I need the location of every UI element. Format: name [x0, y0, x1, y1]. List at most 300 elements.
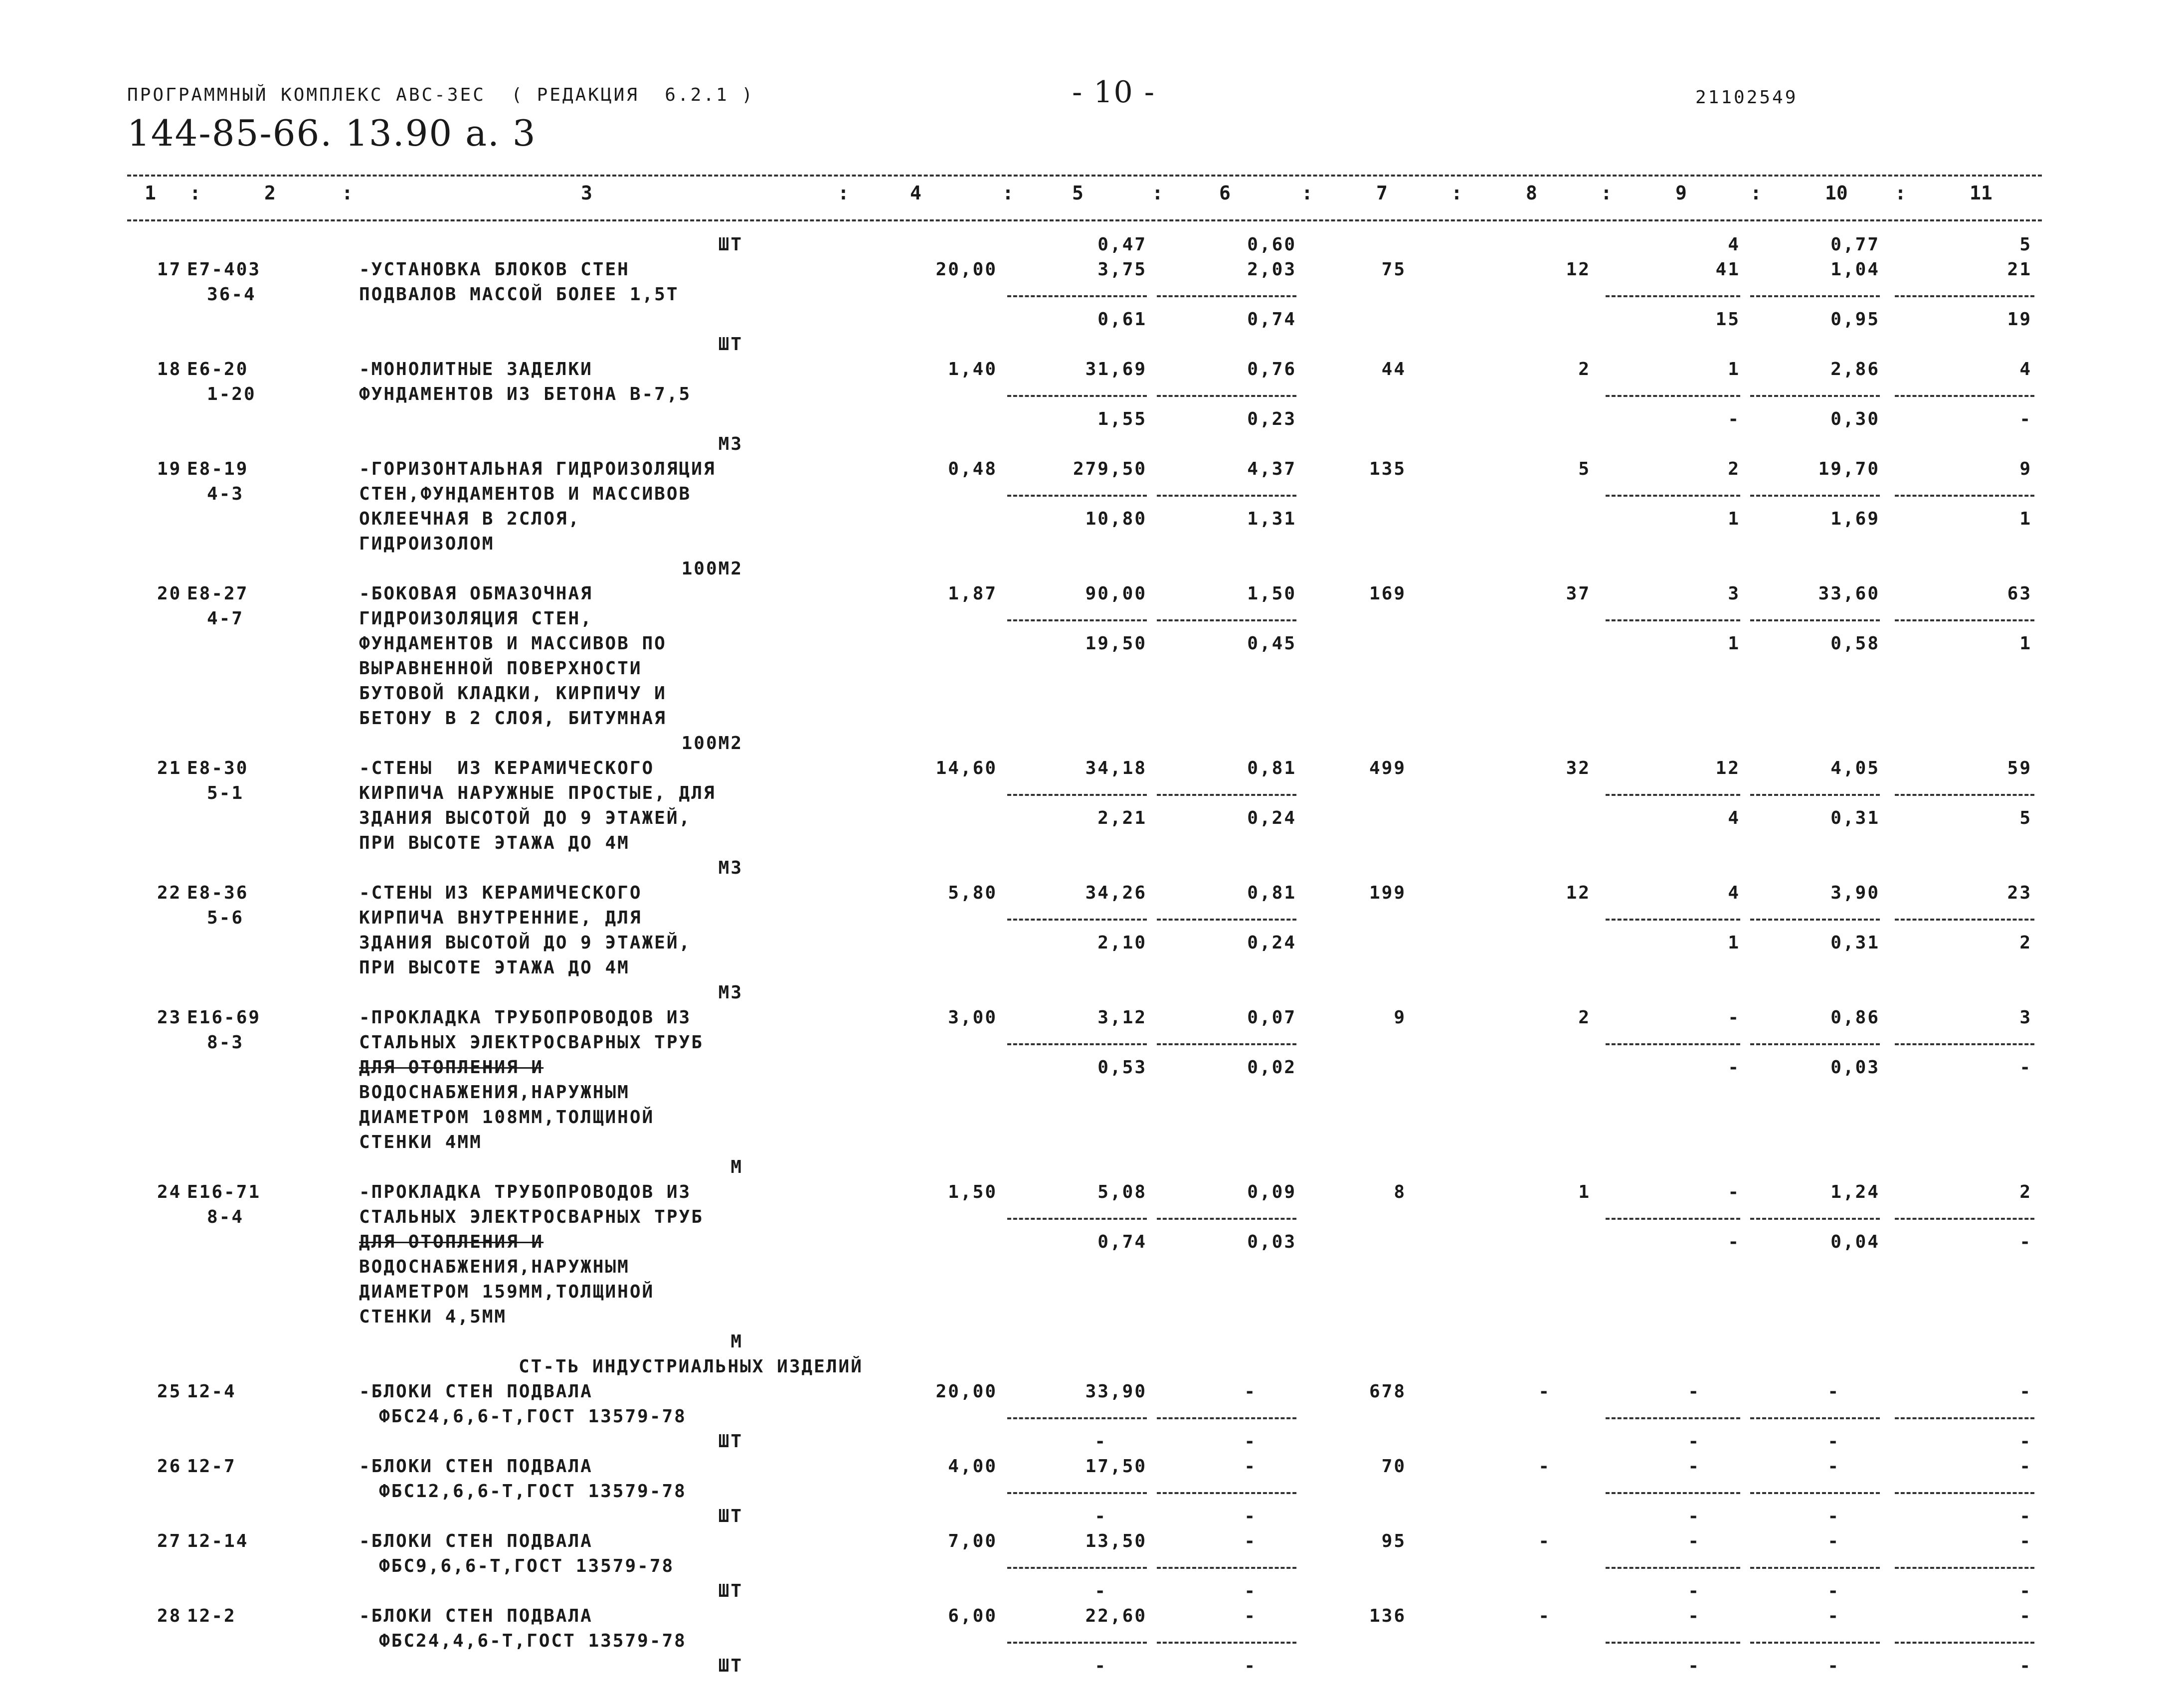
- value-cell: 2: [2019, 1182, 2032, 1202]
- value-divider: [1157, 295, 1296, 297]
- value-cell: -: [1244, 1431, 1257, 1452]
- work-description: -БОКОВАЯ ОБМАЗОЧНАЯ: [359, 583, 593, 604]
- value-cell: 2,10: [1097, 933, 1147, 953]
- value-divider: [1157, 1218, 1296, 1220]
- work-description: -МОНОЛИТНЫЕ ЗАДЕЛКИ: [359, 359, 593, 380]
- work-description: -ПРОКЛАДКА ТРУБОПРОВОДОВ ИЗ: [359, 1007, 692, 1028]
- value-divider: [1157, 919, 1296, 921]
- quantity-cell: 7,00: [948, 1531, 997, 1551]
- row-subcode: 8-3: [207, 1032, 244, 1053]
- value-cell: 9: [2019, 459, 2032, 479]
- row-number: 23: [157, 1007, 182, 1028]
- value-cell: 5: [2019, 234, 2032, 255]
- row-code: 12-7: [187, 1456, 236, 1477]
- value-cell: -: [2019, 1057, 2032, 1078]
- value-cell: -: [2019, 1581, 2032, 1601]
- value-divider: [1007, 794, 1147, 796]
- column-sep: :: [189, 182, 201, 204]
- value-divider: [1895, 1043, 2034, 1045]
- value-cell: 34,26: [1085, 883, 1147, 903]
- value-divider: [1007, 1218, 1147, 1220]
- value-cell: 0,86: [1830, 1007, 1880, 1028]
- unit-label: ШТ: [718, 1506, 743, 1526]
- row-code: Е16-71: [187, 1182, 261, 1202]
- unit-label: ШТ: [718, 334, 743, 355]
- value-cell: 0,02: [1247, 1057, 1296, 1078]
- value-cell: -: [1728, 1007, 1740, 1028]
- work-description: -БЛОКИ СТЕН ПОДВАЛА: [359, 1531, 593, 1551]
- value-divider: [1007, 1642, 1147, 1644]
- work-description: -ГОРИЗОНТАЛЬНАЯ ГИДРОИЗОЛЯЦИЯ: [359, 459, 716, 479]
- value-cell: -: [1728, 409, 1740, 429]
- column-header-10: 10: [1825, 182, 1848, 204]
- row-code: Е8-36: [187, 883, 249, 903]
- value-divider: [1606, 919, 1740, 921]
- value-cell: 0,60: [1247, 234, 1296, 255]
- row-subcode: 5-6: [207, 908, 244, 928]
- value-cell: 23: [2007, 883, 2032, 903]
- value-divider: [1750, 395, 1880, 397]
- value-divider: [1895, 619, 2034, 621]
- value-cell: -: [2019, 1506, 2032, 1526]
- value-cell: 33,60: [1818, 583, 1880, 604]
- row-code: Е16-69: [187, 1007, 261, 1028]
- value-cell: 5: [2019, 808, 2032, 828]
- value-divider: [1606, 1567, 1740, 1569]
- work-description: СТЕН,ФУНДАМЕНТОВ И МАССИВОВ: [359, 484, 692, 504]
- work-description: -БЛОКИ СТЕН ПОДВАЛА: [359, 1381, 593, 1402]
- value-cell: 0,03: [1247, 1232, 1296, 1252]
- unit-label: М: [730, 1157, 743, 1177]
- value-cell: 2: [1578, 1007, 1591, 1028]
- column-header-11: 11: [1970, 182, 1993, 204]
- row-number: 19: [157, 459, 182, 479]
- work-description: ФУНДАМЕНТОВ ИЗ БЕТОНА В-7,5: [359, 384, 692, 404]
- column-sep: :: [1750, 182, 1762, 204]
- value-cell: 3: [2019, 1007, 2032, 1028]
- column-header-1: 1: [145, 182, 156, 204]
- work-description: КИРПИЧА ВНУТРЕННИЕ, ДЛЯ: [359, 908, 642, 928]
- value-cell: 1: [1728, 509, 1740, 529]
- row-number: 27: [157, 1531, 182, 1551]
- unit-label: М3: [718, 434, 743, 454]
- value-cell: 1,69: [1830, 509, 1880, 529]
- value-divider: [1750, 619, 1880, 621]
- value-cell: 0,58: [1830, 633, 1880, 654]
- value-cell: 17,50: [1085, 1456, 1147, 1477]
- value-cell: 31,69: [1085, 359, 1147, 380]
- work-description: ДИАМЕТРОМ 108ММ,ТОЛЩИНОЙ: [359, 1107, 655, 1128]
- unit-label: М: [730, 1331, 743, 1352]
- work-description: -СТЕНЫ ИЗ КЕРАМИЧЕСКОГО: [359, 883, 642, 903]
- value-cell: 4,05: [1830, 758, 1880, 778]
- value-cell: -: [2019, 1456, 2032, 1477]
- value-cell: -: [1538, 1606, 1551, 1626]
- quantity-cell: 1,87: [948, 583, 997, 604]
- value-cell: 136: [1369, 1606, 1406, 1626]
- value-cell: 0,95: [1830, 309, 1880, 330]
- value-cell: 0,31: [1830, 808, 1880, 828]
- value-cell: 95: [1381, 1531, 1406, 1551]
- value-cell: 0,81: [1247, 758, 1296, 778]
- value-cell: 4: [2019, 359, 2032, 380]
- value-cell: -: [1688, 1506, 1700, 1526]
- unit-label: ШТ: [718, 234, 743, 255]
- value-cell: 1,55: [1097, 409, 1147, 429]
- value-cell: 0,07: [1247, 1007, 1296, 1028]
- value-divider: [1895, 794, 2034, 796]
- work-description: -БЛОКИ СТЕН ПОДВАЛА: [359, 1606, 593, 1626]
- value-cell: 1,31: [1247, 509, 1296, 529]
- value-divider: [1157, 395, 1296, 397]
- unit-label: М3: [718, 858, 743, 878]
- value-cell: 2,21: [1097, 808, 1147, 828]
- value-cell: 44: [1381, 359, 1406, 380]
- value-cell: 10,80: [1085, 509, 1147, 529]
- value-cell: -: [1094, 1431, 1107, 1452]
- value-cell: -: [1688, 1656, 1700, 1676]
- work-description: ФБС9,6,6-Т,ГОСТ 13579-78: [379, 1556, 675, 1576]
- value-cell: 0,24: [1247, 808, 1296, 828]
- value-cell: 0,23: [1247, 409, 1296, 429]
- value-divider: [1606, 794, 1740, 796]
- value-cell: 13,50: [1085, 1531, 1147, 1551]
- header-rule-top: [127, 175, 2042, 177]
- value-divider: [1750, 1417, 1880, 1419]
- row-code: Е8-30: [187, 758, 249, 778]
- value-divider: [1606, 619, 1740, 621]
- work-description: ПРИ ВЫСОТЕ ЭТАЖА ДО 4М: [359, 833, 630, 853]
- value-cell: -: [1688, 1531, 1700, 1551]
- row-code: Е8-27: [187, 583, 249, 604]
- column-header-7: 7: [1376, 182, 1388, 204]
- work-description: -ПРОКЛАДКА ТРУБОПРОВОДОВ ИЗ: [359, 1182, 692, 1202]
- row-subcode: 4-7: [207, 608, 244, 629]
- unit-label: М3: [718, 982, 743, 1003]
- value-cell: -: [1094, 1656, 1107, 1676]
- value-divider: [1606, 395, 1740, 397]
- value-divider: [1606, 1417, 1740, 1419]
- value-cell: 4: [1728, 234, 1740, 255]
- value-cell: 1: [2019, 633, 2032, 654]
- value-cell: 41: [1715, 259, 1740, 280]
- value-divider: [1606, 495, 1740, 497]
- work-description: ФБС24,4,6-Т,ГОСТ 13579-78: [379, 1631, 687, 1651]
- value-divider: [1750, 1043, 1880, 1045]
- column-header-8: 8: [1526, 182, 1537, 204]
- header-rule-bottom: [127, 219, 2042, 221]
- value-divider: [1157, 1043, 1296, 1045]
- work-description: СТАЛЬНЫХ ЭЛЕКТРОСВАРНЫХ ТРУБ: [359, 1032, 704, 1053]
- value-divider: [1157, 1492, 1296, 1494]
- value-cell: -: [2019, 1381, 2032, 1402]
- column-sep: :: [1451, 182, 1462, 204]
- value-cell: 0,81: [1247, 883, 1296, 903]
- value-cell: -: [1244, 1531, 1257, 1551]
- value-divider: [1895, 1492, 2034, 1494]
- value-cell: -: [1827, 1531, 1840, 1551]
- value-cell: -: [1728, 1232, 1740, 1252]
- column-sep: :: [1601, 182, 1612, 204]
- value-cell: -: [1688, 1581, 1700, 1601]
- value-cell: 169: [1369, 583, 1406, 604]
- value-divider: [1157, 495, 1296, 497]
- value-cell: 1: [1728, 933, 1740, 953]
- value-divider: [1895, 295, 2034, 297]
- row-subcode: 8-4: [207, 1207, 244, 1227]
- document-code: 21102549: [1695, 87, 1798, 108]
- value-cell: 0,53: [1097, 1057, 1147, 1078]
- quantity-cell: 0,48: [948, 459, 997, 479]
- value-cell: -: [2019, 1531, 2032, 1551]
- value-divider: [1606, 1218, 1740, 1220]
- value-divider: [1007, 1567, 1147, 1569]
- value-cell: 0,76: [1247, 359, 1296, 380]
- unit-label: 100М2: [681, 733, 743, 754]
- quantity-cell: 1,50: [948, 1182, 997, 1202]
- work-description: ЗДАНИЯ ВЫСОТОЙ ДО 9 ЭТАЖЕЙ,: [359, 933, 692, 953]
- value-cell: -: [2019, 1431, 2032, 1452]
- value-cell: -: [1688, 1381, 1700, 1402]
- value-cell: -: [2019, 409, 2032, 429]
- value-divider: [1895, 1567, 2034, 1569]
- row-code: Е8-19: [187, 459, 249, 479]
- value-cell: 1: [1728, 359, 1740, 380]
- value-cell: -: [1244, 1456, 1257, 1477]
- value-cell: 21: [2007, 259, 2032, 280]
- value-cell: 0,45: [1247, 633, 1296, 654]
- work-description: СТЕНКИ 4,5ММ: [359, 1307, 507, 1327]
- value-cell: 75: [1381, 259, 1406, 280]
- work-description: ДЛЯ ОТОПЛЕНИЯ И: [359, 1057, 544, 1078]
- unit-label: 100М2: [681, 559, 743, 579]
- value-cell: 70: [1381, 1456, 1406, 1477]
- value-cell: 1: [1578, 1182, 1591, 1202]
- row-number: 18: [157, 359, 182, 380]
- row-code: 12-14: [187, 1531, 249, 1551]
- column-sep: :: [1002, 182, 1014, 204]
- value-cell: 678: [1369, 1381, 1406, 1402]
- quantity-cell: 20,00: [935, 1381, 997, 1402]
- value-cell: 1: [2019, 509, 2032, 529]
- row-number: 22: [157, 883, 182, 903]
- value-divider: [1895, 495, 2034, 497]
- work-description: ГИДРОИЗОЛОМ: [359, 534, 495, 554]
- value-cell: 5,08: [1097, 1182, 1147, 1202]
- value-cell: 2: [2019, 933, 2032, 953]
- value-cell: 32: [1566, 758, 1591, 778]
- value-cell: -: [1827, 1456, 1840, 1477]
- value-divider: [1750, 495, 1880, 497]
- value-cell: -: [1538, 1531, 1551, 1551]
- row-number: 17: [157, 259, 182, 280]
- value-cell: -: [2019, 1232, 2032, 1252]
- value-cell: -: [1827, 1506, 1840, 1526]
- page-number: - 10 -: [1072, 75, 1156, 110]
- column-sep: :: [342, 182, 353, 204]
- value-cell: 2: [1728, 459, 1740, 479]
- value-divider: [1895, 395, 2034, 397]
- value-divider: [1007, 295, 1147, 297]
- value-cell: 0,74: [1247, 309, 1296, 330]
- value-cell: -: [1244, 1381, 1257, 1402]
- work-description: ФБС12,6,6-Т,ГОСТ 13579-78: [379, 1481, 687, 1502]
- value-cell: -: [2019, 1656, 2032, 1676]
- value-cell: 12: [1566, 883, 1591, 903]
- work-description: -УСТАНОВКА БЛОКОВ СТЕН: [359, 259, 630, 280]
- value-divider: [1750, 295, 1880, 297]
- work-description: ОКЛЕЕЧНАЯ В 2СЛОЯ,: [359, 509, 581, 529]
- value-cell: 0,77: [1830, 234, 1880, 255]
- value-cell: 2: [1578, 359, 1591, 380]
- value-cell: 199: [1369, 883, 1406, 903]
- value-cell: -: [1728, 1057, 1740, 1078]
- column-header-9: 9: [1675, 182, 1687, 204]
- value-cell: -: [1728, 1182, 1740, 1202]
- value-cell: 0,04: [1830, 1232, 1880, 1252]
- value-divider: [1007, 1492, 1147, 1494]
- row-code: Е6-20: [187, 359, 249, 380]
- handwritten-reference: 144-85-66. 13.90 а. 3: [127, 112, 537, 154]
- value-cell: 0,30: [1830, 409, 1880, 429]
- work-description: ПОДВАЛОВ МАССОЙ БОЛЕЕ 1,5Т: [359, 284, 679, 305]
- value-cell: 33,90: [1085, 1381, 1147, 1402]
- value-cell: 34,18: [1085, 758, 1147, 778]
- value-cell: 19,50: [1085, 633, 1147, 654]
- value-cell: 279,50: [1073, 459, 1147, 479]
- value-cell: 3: [1728, 583, 1740, 604]
- value-divider: [1157, 1417, 1296, 1419]
- value-cell: 19,70: [1818, 459, 1880, 479]
- value-divider: [1157, 1567, 1296, 1569]
- row-code: 12-4: [187, 1381, 236, 1402]
- quantity-cell: 4,00: [948, 1456, 997, 1477]
- value-cell: 0,47: [1097, 234, 1147, 255]
- value-divider: [1895, 1417, 2034, 1419]
- value-divider: [1750, 1492, 1880, 1494]
- row-number: 25: [157, 1381, 182, 1402]
- value-cell: 0,61: [1097, 309, 1147, 330]
- work-description: ПРИ ВЫСОТЕ ЭТАЖА ДО 4М: [359, 957, 630, 978]
- value-cell: 2,86: [1830, 359, 1880, 380]
- value-cell: -: [1688, 1456, 1700, 1477]
- value-cell: -: [1688, 1431, 1700, 1452]
- quantity-cell: 1,40: [948, 359, 997, 380]
- value-cell: -: [2019, 1606, 2032, 1626]
- value-cell: 0,09: [1247, 1182, 1296, 1202]
- value-cell: -: [1538, 1381, 1551, 1402]
- value-cell: -: [1827, 1381, 1840, 1402]
- value-divider: [1157, 1642, 1296, 1644]
- value-cell: -: [1244, 1656, 1257, 1676]
- work-description: ВОДОСНАБЖЕНИЯ,НАРУЖНЫМ: [359, 1257, 630, 1277]
- row-code: 12-2: [187, 1606, 236, 1626]
- value-cell: 0,03: [1830, 1057, 1880, 1078]
- value-cell: 3,12: [1097, 1007, 1147, 1028]
- work-description: ВОДОСНАБЖЕНИЯ,НАРУЖНЫМ: [359, 1082, 630, 1103]
- work-description: ДЛЯ ОТОПЛЕНИЯ И: [359, 1232, 544, 1252]
- value-cell: -: [1827, 1581, 1840, 1601]
- row-subcode: 4-3: [207, 484, 244, 504]
- quantity-cell: 3,00: [948, 1007, 997, 1028]
- value-cell: 63: [2007, 583, 2032, 604]
- value-cell: -: [1244, 1581, 1257, 1601]
- value-cell: -: [1827, 1656, 1840, 1676]
- value-cell: 0,24: [1247, 933, 1296, 953]
- column-header-4: 4: [910, 182, 921, 204]
- work-description: -БЛОКИ СТЕН ПОДВАЛА: [359, 1456, 593, 1477]
- value-divider: [1895, 919, 2034, 921]
- value-divider: [1606, 1642, 1740, 1644]
- row-number: 21: [157, 758, 182, 778]
- unit-label: ШТ: [718, 1656, 743, 1676]
- value-divider: [1750, 919, 1880, 921]
- work-description: ГИДРОИЗОЛЯЦИЯ СТЕН,: [359, 608, 593, 629]
- value-divider: [1750, 1642, 1880, 1644]
- column-sep: :: [1152, 182, 1163, 204]
- value-divider: [1007, 619, 1147, 621]
- value-divider: [1007, 1043, 1147, 1045]
- column-header-5: 5: [1072, 182, 1084, 204]
- quantity-cell: 6,00: [948, 1606, 997, 1626]
- value-cell: -: [1094, 1506, 1107, 1526]
- value-divider: [1750, 1218, 1880, 1220]
- value-divider: [1606, 295, 1740, 297]
- work-description: СТАЛЬНЫХ ЭЛЕКТРОСВАРНЫХ ТРУБ: [359, 1207, 704, 1227]
- value-divider: [1007, 919, 1147, 921]
- value-cell: 22,60: [1085, 1606, 1147, 1626]
- work-description: БЕТОНУ В 2 СЛОЯ, БИТУМНАЯ: [359, 708, 667, 729]
- value-cell: 499: [1369, 758, 1406, 778]
- value-cell: -: [1094, 1581, 1107, 1601]
- quantity-cell: 20,00: [935, 259, 997, 280]
- row-number: 20: [157, 583, 182, 604]
- value-cell: 12: [1715, 758, 1740, 778]
- value-cell: 19: [2007, 309, 2032, 330]
- work-description: ДИАМЕТРОМ 159ММ,ТОЛЩИНОЙ: [359, 1282, 655, 1302]
- value-cell: 2,03: [1247, 259, 1296, 280]
- value-cell: -: [1244, 1606, 1257, 1626]
- value-divider: [1007, 495, 1147, 497]
- value-cell: 1,50: [1247, 583, 1296, 604]
- value-cell: 0,31: [1830, 933, 1880, 953]
- row-number: 26: [157, 1456, 182, 1477]
- value-cell: 4: [1728, 883, 1740, 903]
- value-cell: 3,90: [1830, 883, 1880, 903]
- value-cell: 12: [1566, 259, 1591, 280]
- unit-label: ШТ: [718, 1581, 743, 1601]
- section-title: СТ-ТЬ ИНДУСТРИАЛЬНЫХ ИЗДЕЛИЙ: [519, 1356, 863, 1377]
- value-divider: [1007, 1417, 1147, 1419]
- value-cell: 3,75: [1097, 259, 1147, 280]
- value-divider: [1157, 619, 1296, 621]
- row-subcode: 1-20: [207, 384, 256, 404]
- column-sep: :: [1895, 182, 1906, 204]
- value-cell: 135: [1369, 459, 1406, 479]
- value-cell: 0,74: [1097, 1232, 1147, 1252]
- column-sep: :: [838, 182, 849, 204]
- column-header-6: 6: [1219, 182, 1231, 204]
- value-cell: 37: [1566, 583, 1591, 604]
- value-divider: [1750, 794, 1880, 796]
- value-divider: [1007, 395, 1147, 397]
- value-cell: 1: [1728, 633, 1740, 654]
- value-cell: 1,24: [1830, 1182, 1880, 1202]
- column-header-3: 3: [581, 182, 592, 204]
- program-header: ПРОГРАММНЫЙ КОМПЛЕКС АВС-ЗЕС ( РЕДАКЦИЯ 6.2.1 ): [127, 85, 755, 105]
- value-cell: 5: [1578, 459, 1591, 479]
- quantity-cell: 14,60: [935, 758, 997, 778]
